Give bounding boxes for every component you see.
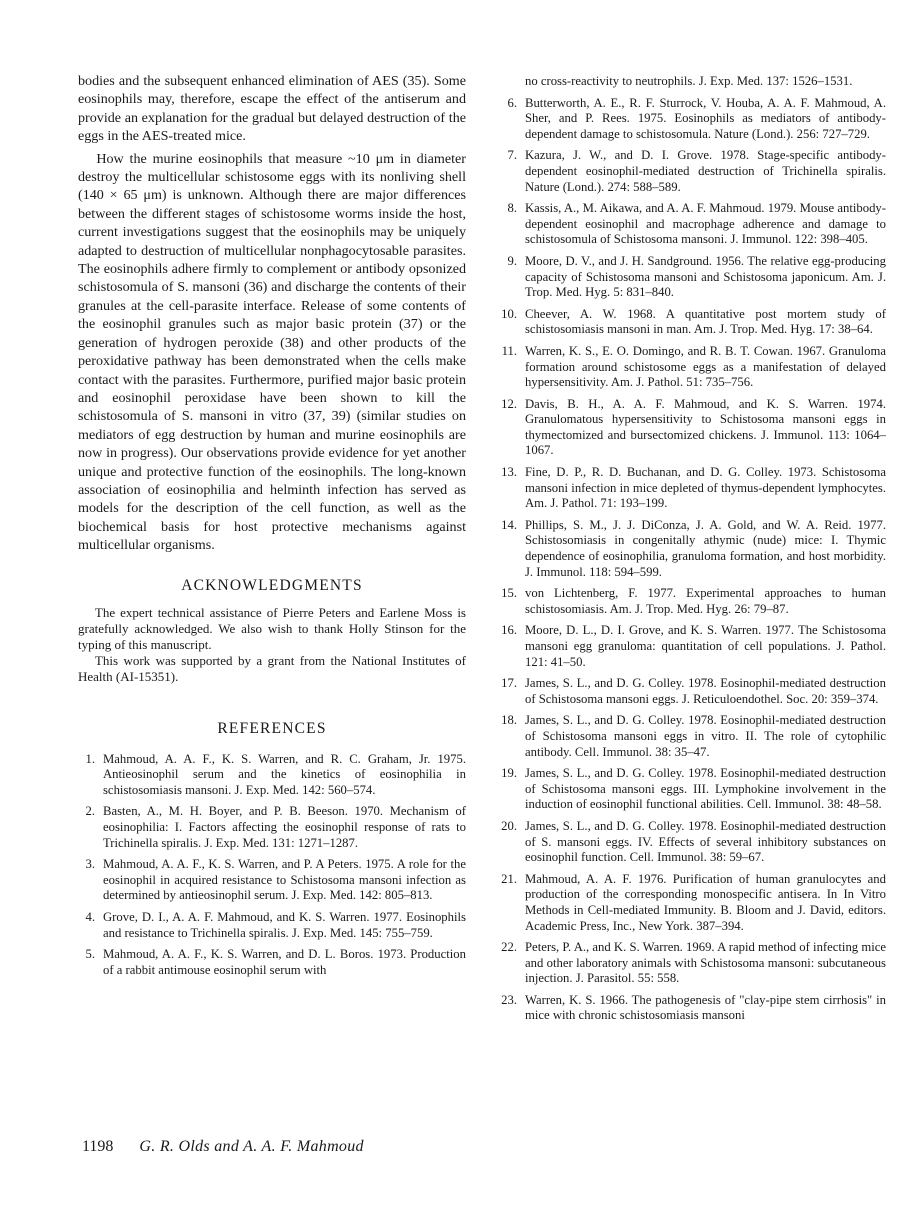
reference-item: 9. Moore, D. V., and J. H. Sandground. 1956. The relative egg-producing capacity of Schistosoma mansoni and Schistosoma japonicum. Am. J. Trop. Med. Hyg. 5: 831–840.: [507, 253, 886, 300]
reference-item: 18. James, S. L., and D. G. Colley. 1978. Eosinophil-mediated destruction of Schistosoma mansoni eggs in vitro. II. The role of cytophilic antibody. Cell. Immunol. 38: 35–47.: [501, 713, 886, 759]
reference-item: 16. Moore, D. L., D. I. Grove, and K. S. Warren. 1977. The Schistosoma mansoni egg granuloma: quantitation of cell populations. J. Pathol. 121: 41–50.: [501, 623, 886, 669]
reference-item: 19. James, S. L., and D. G. Colley. 1978. Eosinophil-mediated destruction of Schistosoma mansoni eggs. III. Lymphokine involvement in the induction of eosinophil functional abilities. Cell. Immunol. 38: 48–58.: [501, 766, 886, 812]
references-heading: REFERENCES: [217, 719, 327, 737]
reference-item: 11. Warren, K. S., E. O. Domingo, and R. B. T. Cowan. 1967. Granuloma formation around schistosome eggs as a manifestation of delayed hypersensitivity. Am. J. Pathol. 51: 735–756.: [501, 343, 886, 390]
reference-item: 15. von Lichtenberg, F. 1977. Experimental approaches to human schistosomiasis. Am. J. Trop. Med. Hyg. 26: 79–87.: [501, 586, 886, 616]
reference-item: 7. Kazura, J. W., and D. I. Grove. 1978. Stage-specific antibody-dependent eosinophil-mediated destruction of Trichinella spiralis. Nature (Lond.). 274: 588–589.: [507, 148, 886, 194]
reference-item: 22. Peters, P. A., and K. S. Warren. 1969. A rapid method of infecting mice and other laboratory animals with Schistosoma mansoni: subcutaneous injection. J. Parasitol. 55: 558.: [501, 940, 886, 986]
reference-item: 17. James, S. L., and D. G. Colley. 1978. Eosinophil-mediated destruction of Schistosoma mansoni eggs. J. Reticuloendothel. Soc. 20: 359–374.: [501, 676, 886, 706]
acknowledgments-heading: ACKNOWLEDGMENTS: [181, 576, 363, 594]
reference-item: 2. Basten, A., M. H. Boyer, and P. B. Beeson. 1970. Mechanism of eosinophilia: I. Factors affecting the eosinophil response of rats to Trichinella spiralis. J. Exp. Med. 131: 1271–1287.: [85, 804, 466, 850]
reference-item: 20. James, S. L., and D. G. Colley. 1978. Eosinophil-mediated destruction of S. mansoni eggs. IV. Effects of several inhibitory substances on eosinophil function. Cell. Immunol. 38: 59–67.: [501, 818, 886, 865]
reference-item: 21. Mahmoud, A. A. F. 1976. Purification of human granulocytes and production of the corresponding monospecific antisera. In In Vitro Methods in Cell-mediated Immunity. B. Bloom and J. David, editors. Academic Press, Inc., New York. 387–394.: [501, 871, 886, 933]
page-footer: [82, 1138, 364, 1156]
reference-item: 5. Mahmoud, A. A. F., K. S. Warren, and D. L. Boros. 1973. Production of a rabbit antimouse eosinophil serum with: [85, 947, 466, 977]
left-column: [78, 0, 466, 984]
reference-item: 14. Phillips, S. M., J. J. DiConza, J. A. Gold, and W. A. Reid. 1977. Schistosomiasis in congenitally athymic (nude) mice: I. Thymic dependence of eosinophilia, granuloma formation, and host morbidity. J. Immunol. 118: 594–599.: [501, 517, 886, 579]
body-paragraph-2: How the murine eosinophils that measure ~10 μm in diameter destroy the multicellular schistosome eggs with its nonliving shell (140 × 65 μm) is unknown. Although there are major differences between the different stages of schistosome worms inside the host, current investigations suggest that the eosinophils may be uniquely adapted to destruction of multicellular nonphagocytosable parasites. The eosinophils adhere firmly to complement or antibody opsonized schistosomula of S. mansoni (36) and discharge the contents of their granules at the cell-parasite interface. Release of some contents of the eosinophil granules such as major basic protein (37) or the generation of hydrogen peroxide (38) and other products of the peroxidative pathway has been demonstrated when the cells make contact with the parasites. Furthermore, purified major basic protein and eosinophil peroxidase have been shown to kill the schistosomula of S. mansoni in vitro (37, 39) (similar studies on mediators of egg destruction by human and murine eosinophils are now in progress). Our observations provide evidence for yet another unique and protective function of the eosinophils. The long-known association of eosinophilia and helminth infection has served as models for the description of the cell function, as well as the biochemical basis for host protective mechanisms against multicellular organisms.: [78, 150, 466, 554]
page-number: 1198: [82, 1138, 114, 1155]
running-authors: G. R. Olds and A. A. F. Mahmoud: [139, 1138, 364, 1155]
body-paragraph-1: bodies and the subsequent enhanced elimination of AES (35). Some eosinophils may, therefore, escape the effect of the antiserum and provide an explanation for the gradual but delayed destruction of the eggs in the AES-treated mice.: [78, 73, 466, 145]
reference-item: 6. Butterworth, A. E., R. F. Sturrock, V. Houba, A. A. F. Mahmoud, A. Sher, and P. Rees. 1975. Eosinophils as mediators of antibody-dependent damage to schistosomula. Nature (Lond.). 256: 727–729.: [507, 95, 886, 141]
acknowledgments-text: The expert technical assistance of Pierre Peters and Earlene Moss is gratefully acknowledged. We also wish to thank Holly Stinson for the typing of this manuscript.: [78, 604, 466, 652]
right-column: [500, 0, 886, 1030]
references-list-right: [500, 96, 886, 1024]
reference-item: 3. Mahmoud, A. A. F., K. S. Warren, and P. A Peters. 1975. A role for the eosinophil in acquired resistance to Schistosoma mansoni infection as determined by antieosinophil serum. J. Exp. Med. 142: 805–813.: [85, 857, 466, 903]
reference-continuation: no cross-reactivity to neutrophils. J. Exp. Med. 137: 1526–1531.: [525, 74, 853, 88]
reference-item: 12. Davis, B. H., A. A. F. Mahmoud, and K. S. Warren. 1974. Granulomatous hypersensitivity to Schistosoma mansoni eggs in thymectomized and bursectomized chickens. J. Immunol. 113: 1064–1067.: [501, 396, 886, 458]
references-list-left: [78, 752, 466, 979]
reference-item: 1. Mahmoud, A. A. F., K. S. Warren, and R. C. Graham, Jr. 1975. Antieosinophil serum and the kinetics of eosinophilia in schistosomiasis mansoni. J. Exp. Med. 142: 560–574.: [85, 751, 466, 797]
reference-item: 23. Warren, K. S. 1966. The pathogenesis of "clay-pipe stem cirrhosis" in mice with chronic schistosomiasis mansoni: [501, 992, 886, 1023]
reference-item: 13. Fine, D. P., R. D. Buchanan, and D. G. Colley. 1973. Schistosoma mansoni infection in mice depleted of thymus-dependent lymphocytes. Am. J. Pathol. 71: 193–199.: [501, 465, 886, 511]
reference-item: 10. Cheever, A. W. 1968. A quantitative post mortem study of schistosomiasis mansoni in man. Am. J. Trop. Med. Hyg. 17: 38–64.: [501, 306, 886, 337]
reference-item: 4. Grove, D. I., A. A. F. Mahmoud, and K. S. Warren. 1977. Eosinophils and resistance to Trichinella spiralis. J. Exp. Med. 145: 755–759.: [85, 909, 466, 940]
reference-item: 8. Kassis, A., M. Aikawa, and A. A. F. Mahmoud. 1979. Mouse antibody-dependent eosinophil and macrophage adherence and damage to schistosomula of Schistosoma mansoni. J. Immunol. 122: 398–405.: [507, 201, 886, 247]
funding-text: This work was supported by a grant from the National Institutes of Health (AI-15351).: [78, 653, 466, 685]
